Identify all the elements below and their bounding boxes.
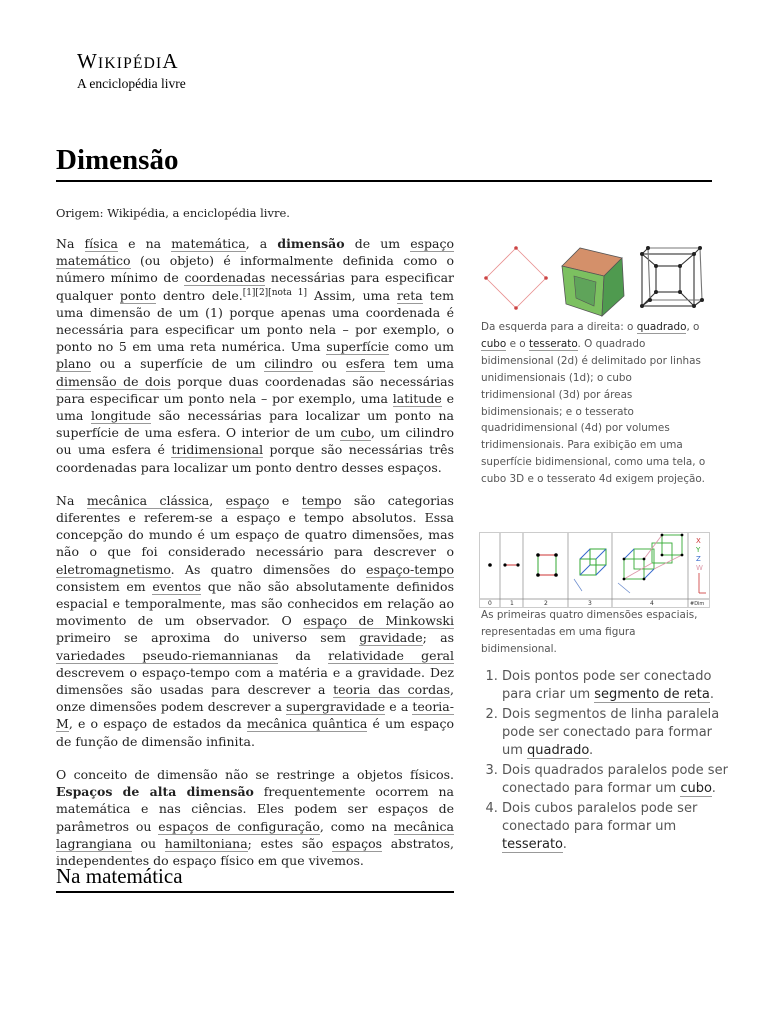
inline-link[interactable]: quadrado <box>527 743 590 758</box>
inline-link[interactable]: gravidade <box>359 630 423 646</box>
article-body <box>56 235 454 885</box>
axis-label-y: Y <box>696 546 701 554</box>
text-run: Da esquerda para a direita: o <box>481 321 637 333</box>
axis-label-z: Z <box>696 555 701 563</box>
text-run: , a <box>245 236 278 251</box>
tesseract-projection <box>642 248 702 306</box>
figure-caption-2: As primeiras quatro dimensões espaciais, representadas em uma figura bidimensional. <box>481 609 698 655</box>
inline-link[interactable]: quadrado <box>636 321 687 333</box>
axis-label-x: X <box>696 537 701 545</box>
list-item <box>502 706 730 760</box>
text-run: e o <box>506 337 529 350</box>
inline-link[interactable]: cubo <box>340 425 372 441</box>
list-item <box>502 800 730 854</box>
text-run: ou <box>312 356 346 372</box>
text-run: Dois segmentos de linha paralela pode ser conectado para formar um <box>502 707 720 758</box>
inline-link[interactable]: espaços <box>331 835 383 851</box>
text-run: O conceito de dimensão não se restringe a objetos físicos. <box>56 766 454 782</box>
text-run: frequentemente ocorrem na matemática e nas ciências. Eles podem ser espaços de parâmetros ou <box>56 784 454 834</box>
text-run: ou <box>131 835 165 851</box>
text-run: tem uma dimensão de um (1) porque apenas uma coordenada é necessária para especificar um ponto nela – por exemplo, o ponto no 5 em uma reta numérica. Uma <box>56 287 454 355</box>
text-run: , como na <box>319 818 394 834</box>
paragraph-1 <box>56 235 454 476</box>
text-run: primeiro se aproxima do universo sem <box>56 630 360 646</box>
text-run: dentro dele. <box>156 287 243 303</box>
inline-link[interactable]: tridimensional <box>171 442 264 458</box>
inline-link[interactable]: reta <box>396 287 423 303</box>
text-run: ; estes são <box>247 835 332 851</box>
text-run: de um <box>344 236 411 251</box>
bold-term: Espaços de alta dimensão <box>56 784 254 800</box>
construction-list <box>482 668 730 856</box>
text-run: abstratos, independentes do espaço físico em que vivemos. <box>56 835 454 868</box>
inline-link[interactable]: mecânica quântica <box>246 716 368 732</box>
text-run: descrevem o espaço-tempo com a matéria e a gravidade. Dez dimensões são usadas para descrever a <box>56 664 454 698</box>
inline-link[interactable]: matemática <box>171 236 246 251</box>
text-run: . <box>562 837 567 852</box>
text-run: e na <box>118 236 172 251</box>
inline-link[interactable]: espaço de Minkowski <box>303 613 454 629</box>
dim-label-4: 4 <box>650 600 654 607</box>
logo-letters-mid: IKIPÉDI <box>98 55 163 72</box>
list-item <box>502 668 730 704</box>
dim-label-0: 0 <box>488 600 492 607</box>
inline-link[interactable]: cilindro <box>264 356 313 372</box>
square-cube-tesseract-figure[interactable] <box>480 240 706 318</box>
inline-link[interactable]: segmento de reta <box>594 687 710 702</box>
section-heading: Na matemática <box>56 864 454 893</box>
logo-letter-a: A <box>162 49 179 73</box>
text-run: . <box>709 687 715 702</box>
text-run: e a <box>385 699 413 715</box>
inline-link[interactable]: dimensão de dois <box>56 373 171 389</box>
point-0d <box>488 563 492 567</box>
inline-link[interactable]: espaços de configuração <box>158 818 320 834</box>
inline-link[interactable]: coordenadas <box>184 270 266 286</box>
inline-link[interactable]: latitude <box>392 390 442 406</box>
square-2d <box>536 553 558 577</box>
inline-link[interactable]: teoria das cordas <box>333 682 451 698</box>
text-run: . <box>711 781 716 796</box>
text-run: Assim, uma <box>306 287 397 303</box>
text-run: Na <box>56 492 87 508</box>
text-run: Na <box>56 236 85 251</box>
text-run: , e o espaço de estados da <box>68 716 247 732</box>
text-run: é um espaço de função de dimensão infinita. <box>56 716 455 749</box>
list-item <box>502 762 730 798</box>
text-run: Dois cubos paralelos pode ser conectado para formar um <box>502 801 698 834</box>
text-run: Dois pontos pode ser conectado para criar um <box>502 669 712 702</box>
text-run: que não são absolutamente definidos espacial e temporalmente, mas são conhecidos em relação ao movimento de um observador. O <box>56 578 454 629</box>
inline-link[interactable]: tesserato <box>528 337 578 350</box>
figure-caption-1 <box>481 319 707 488</box>
inline-link[interactable]: esfera <box>345 356 386 372</box>
inline-link[interactable]: física <box>84 236 118 251</box>
text-run: tem uma <box>385 356 454 372</box>
text-run: ; as <box>422 630 454 646</box>
logo-letter-w: W <box>77 49 99 73</box>
logo-tagline: A enciclopédia livre <box>77 76 186 91</box>
bold-term: dimensão <box>277 236 345 251</box>
inline-link[interactable]: espaço matemático <box>56 236 454 269</box>
text-run: ou a superfície de um <box>91 356 265 372</box>
paragraph-3 <box>56 766 454 869</box>
text-run: Dois quadrados paralelos pode ser conectado para formar um <box>502 763 728 796</box>
text-run: e <box>269 492 302 508</box>
wikipedia-logo[interactable] <box>77 50 186 92</box>
inline-link[interactable]: espaço <box>225 492 270 508</box>
inline-link[interactable]: longitude <box>90 408 152 424</box>
inline-link[interactable]: relatividade geral <box>328 647 454 663</box>
text-run: são categorias diferentes e referem-se a espaço e tempo absolutos. Essa concepção do mundo é um espaço de quatro dimensões, mas não o que foi considerado necessário para descrever o <box>56 492 454 560</box>
text-run: . <box>589 743 594 758</box>
text-run: (ou objeto) é informalmente definida como o número mínimo de <box>56 253 454 286</box>
dim-label-3: 3 <box>588 600 592 607</box>
inline-link[interactable]: mecânica clássica <box>86 492 210 508</box>
inline-link[interactable]: superfície <box>326 339 390 355</box>
text-run: , um cilindro ou uma esfera é <box>56 425 454 458</box>
text-run: porque duas coordenadas são necessárias para especificar um ponto nela – por exemplo, uma <box>56 373 454 406</box>
text-run: são necessárias para localizar um ponto na superfície de uma esfera. O interior de um <box>56 408 454 441</box>
axis-label-w: W <box>696 564 703 572</box>
origin-note: Origem: Wikipédia, a enciclopédia livre. <box>56 206 290 220</box>
inline-link[interactable]: teoria-M <box>56 699 454 732</box>
inline-link[interactable]: cubo <box>481 337 507 350</box>
cube-projection <box>562 248 624 316</box>
text-run: como um <box>389 339 454 355</box>
page-title: Dimensão <box>56 142 712 182</box>
text-run: e uma <box>56 390 455 424</box>
dimensions-figure[interactable] <box>479 532 710 608</box>
cube-3d <box>574 549 606 591</box>
inline-link[interactable]: eventos <box>152 578 202 594</box>
segment-1d <box>503 563 519 566</box>
text-run: , onze dimensões podem descrever a <box>56 682 455 715</box>
dim-corner-label: #Dim <box>690 601 705 607</box>
inline-link[interactable]: supergravidade <box>286 699 386 715</box>
text-run: . O quadrado bidimensional (2d) é delimitado por linhas unidimensionais (1d); o cubo tridimensional (3d) por áreas bidimensionais; e o tesserato quadridimensional (4d) por volumes tridimensionais. Para exibição em uma superfície bidimensional, como uma tela, o cubo 3D e o tesserato 4d exigem projeção. <box>481 337 706 486</box>
text-run: consistem em <box>56 578 153 594</box>
dim-label-2: 2 <box>544 600 548 607</box>
inline-link[interactable]: hamiltoniana <box>164 835 248 851</box>
inline-link[interactable]: mecânica lagrangiana <box>56 818 454 851</box>
inline-link[interactable]: tempo <box>301 492 342 508</box>
text-run: da <box>278 647 329 663</box>
inline-link[interactable]: espaço-tempo <box>366 561 454 577</box>
tesseract-4d <box>618 535 682 593</box>
text-run: , o <box>686 321 700 333</box>
text-run: porque são necessárias três coordenadas para localizar um ponto dentro desses espaços. <box>56 442 454 475</box>
inline-link[interactable]: plano <box>56 356 92 372</box>
inline-link[interactable]: variedades pseudo-riemannianas <box>56 647 279 663</box>
inline-link[interactable]: eletromagnetismo <box>56 561 171 577</box>
text-run: necessárias para especificar qualquer <box>56 270 455 303</box>
text-run: , <box>209 492 226 508</box>
reference-link[interactable]: [1][2][nota 1] <box>242 287 307 298</box>
logo-wordmark <box>77 50 186 75</box>
dim-label-1: 1 <box>510 600 514 607</box>
text-run: . As quatro dimensões do <box>170 561 367 577</box>
inline-link[interactable]: tesserato <box>502 837 563 852</box>
inline-link[interactable]: ponto <box>119 287 157 303</box>
inline-link[interactable]: cubo <box>680 781 712 796</box>
paragraph-2 <box>56 492 454 750</box>
square-projection <box>486 248 546 308</box>
